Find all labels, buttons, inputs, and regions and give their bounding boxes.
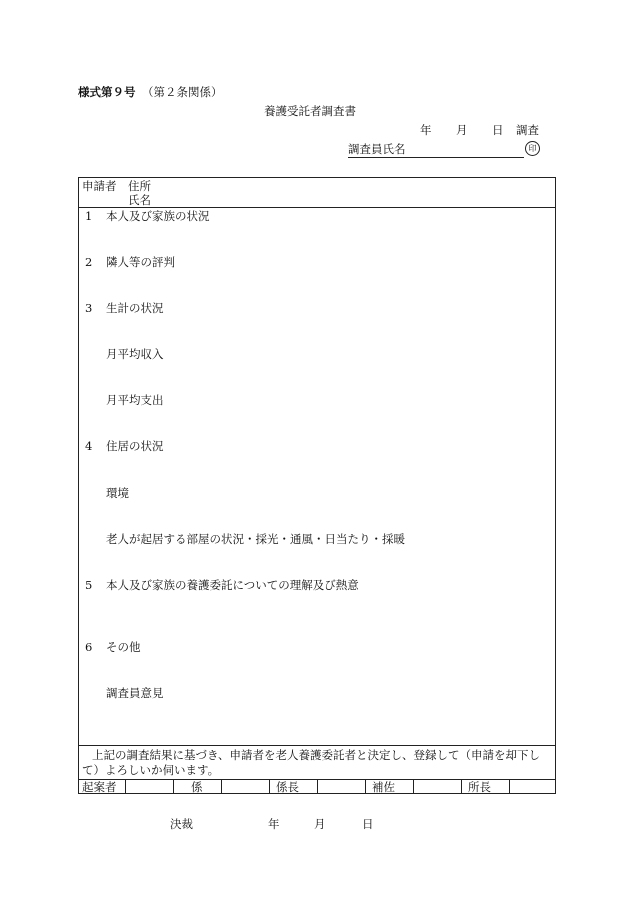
decision-month-label: 月 (314, 817, 326, 831)
applicant-row-divider (78, 207, 556, 208)
section-4-number: 4 (85, 439, 93, 453)
approval-cell-divider (173, 779, 174, 794)
statement-top-divider (78, 745, 556, 746)
survey-label: 調査 (516, 123, 539, 137)
monthly-income-label: 月平均収入 (106, 347, 164, 361)
approval-cell-divider (269, 779, 270, 794)
statement-line-2: て）よろしいか伺います。 (82, 763, 220, 777)
form-number: 様式第９号 (78, 85, 136, 99)
section-1-family-status: 本人及び家族の状況 (106, 209, 210, 223)
date-month-label: 月 (456, 123, 468, 137)
drafter-label: 起案者 (82, 780, 117, 794)
section-2-number: 2 (85, 255, 93, 269)
approval-cell-divider (461, 779, 462, 794)
statement-line-1: 上記の調査結果に基づき、申請者を老人養護委託者と決定し、登録して（申請を却下し (92, 748, 541, 762)
applicant-address-label: 住所 (128, 179, 151, 193)
date-year-label: 年 (420, 123, 432, 137)
document-title: 養護受託者調査書 (264, 104, 356, 118)
section-1-number: 1 (85, 209, 93, 223)
approval-cell-divider (413, 779, 414, 794)
section-2-neighbor-reputation: 隣人等の評判 (106, 255, 175, 269)
environment-label: 環境 (106, 486, 129, 500)
decision-year-label: 年 (268, 817, 280, 831)
director-label: 所長 (468, 780, 491, 794)
form-relation: （第２条関係） (142, 85, 223, 99)
section-6-other: その他 (106, 640, 141, 654)
section-5-number: 5 (85, 578, 93, 592)
applicant-name-label: 氏名 (128, 193, 151, 207)
seal-mark: 印 (525, 141, 540, 156)
applicant-label: 申請者 (82, 179, 117, 193)
section-4-housing: 住居の状況 (106, 439, 164, 453)
monthly-expense-label: 月平均支出 (106, 393, 164, 407)
approval-cell-divider (221, 779, 222, 794)
investigator-name-underline (348, 157, 524, 158)
approval-cell-divider (365, 779, 366, 794)
room-condition-label: 老人が起居する部屋の状況・採光・通風・日当たり・採暖 (106, 532, 405, 546)
decision-label: 決裁 (170, 817, 193, 831)
approval-cell-divider (125, 779, 126, 794)
approval-cell-divider (509, 779, 510, 794)
date-day-label: 日 (492, 123, 504, 137)
survey-table (78, 177, 556, 794)
investigator-name-label: 調査員氏名 (348, 142, 406, 156)
section-5-understanding: 本人及び家族の養護委託についての理解及び熱意 (106, 578, 359, 592)
decision-day-label: 日 (362, 817, 374, 831)
clerk-label: 係 (191, 780, 203, 794)
approval-cell-divider (317, 779, 318, 794)
section-3-number: 3 (85, 301, 93, 315)
chief-label: 係長 (276, 780, 299, 794)
section-6-number: 6 (85, 640, 93, 654)
investigator-opinion-label: 調査員意見 (106, 686, 164, 700)
assistant-label: 補佐 (372, 780, 395, 794)
section-3-livelihood: 生計の状況 (106, 301, 164, 315)
